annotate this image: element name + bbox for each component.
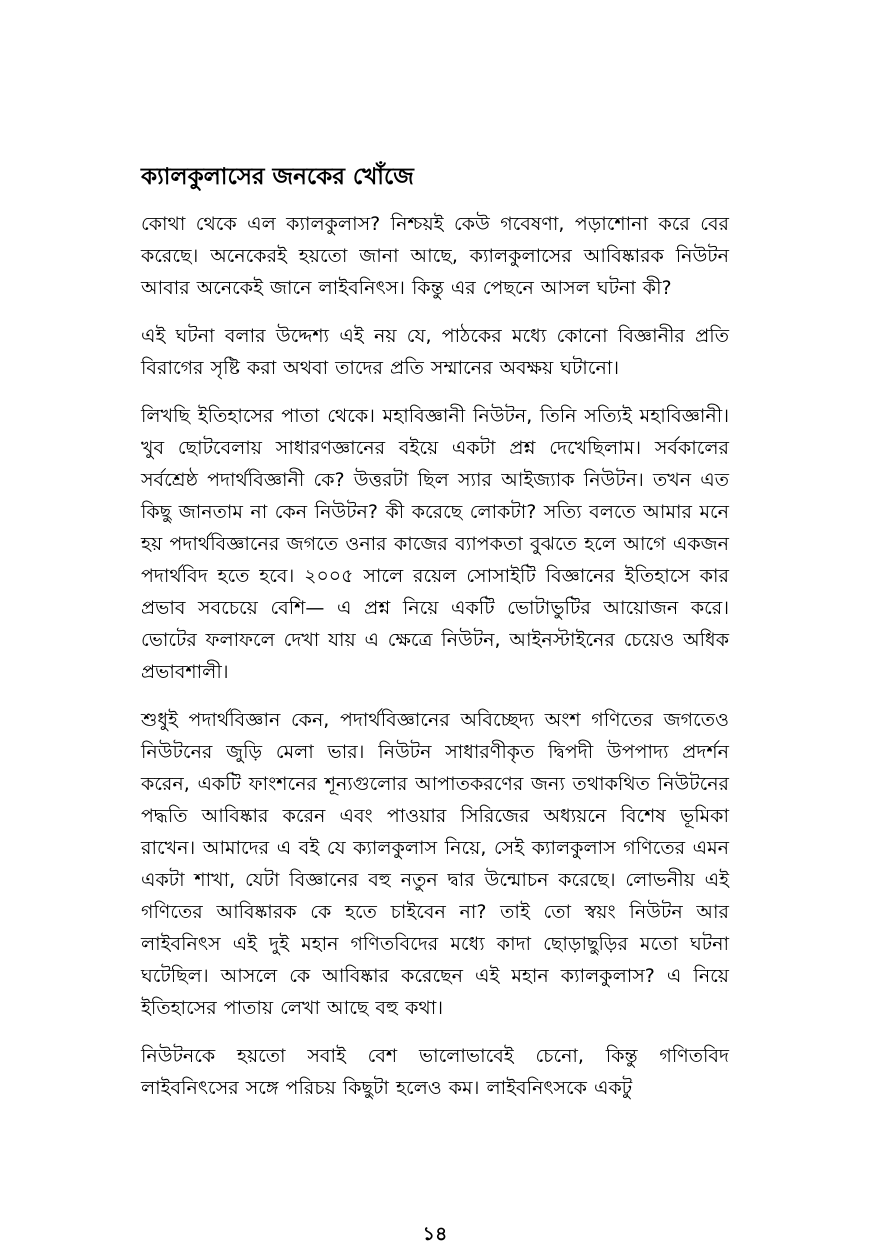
page-number: ১৪ (422, 1223, 448, 1245)
paragraph-2: এই ঘটনা বলার উদ্দেশ্য এই নয় যে, পাঠকের মধ্যে কোনো বিজ্ঞানীর প্রতি বিরাগের সৃষ্টি করা অথবা তাদের প্রতি সম্মানের অবক্ষয় ঘটানো। (141, 325, 729, 379)
page-body (141, 160, 729, 1120)
paragraph-4: শুধুই পদার্থবিজ্ঞান কেন, পদার্থবিজ্ঞানের অবিচ্ছেদ্য অংশ গণিতের জগতেও নিউটনের জুড়ি মেলা ভার। নিউটন সাধারণীকৃত দ্বিপদী উপপাদ্য প্রদর্শন করেন, একটি ফাংশনের শূন্যগুলোর আপাতকরণের জন্য তথাকথিত নিউটনের পদ্ধতি আবিষ্কার করেন এবং পাওয়ার সিরিজের অধ্যয়নে বিশেষ ভূমিকা রাখেন। আমাদের এ বই যে ক্যালকুলাস নিয়ে, সেই ক্যালকুলাস গণিতের এমন একটা শাখা, যেটা বিজ্ঞানের বহু নতুন দ্বার উন্মোচন করেছে। লোভনীয় এই গণিতের আবিষ্কারক কে হতে চাইবেন না? তাই তো স্বয়ং নিউটন আর লাইবনিৎস এই দুই মহান গণিতবিদের মধ্যে কাদা ছোড়াছুড়ির মতো ঘটনা ঘটেছিল। আসলে কে আবিষ্কার করেছেন এই মহান ক্যালকুলাস? এ নিয়ে ইতিহাসের পাতায় লেখা আছে বহু কথা। (141, 709, 729, 1019)
paragraph-5: নিউটনকে হয়তো সবাই বেশ ভালোভাবেই চেনো, কিন্তু গণিতবিদ লাইবনিৎসের সঙ্গে পরিচয় কিছুটা হলেও কম। লাইবনিৎসকে একটু (141, 1045, 729, 1099)
paragraph-1: কোথা থেকে এল ক্যালকুলাস? নিশ্চয়ই কেউ গবেষণা, পড়াশোনা করে বের করেছে। অনেকেরই হয়তো জানা আছে, ক্যালকুলাসের আবিষ্কারক নিউটন আবার অনেকেই জানে লাইবনিৎস। কিন্তু এর পেছনে আসল ঘটনা কী? (141, 213, 729, 299)
paragraph-3: লিখছি ইতিহাসের পাতা থেকে। মহাবিজ্ঞানী নিউটন, তিনি সত্যিই মহাবিজ্ঞানী। খুব ছোটবেলায় সাধারণজ্ঞানের বইয়ে একটা প্রশ্ন দেখেছিলাম। সর্বকালের সর্বশ্রেষ্ঠ পদার্থবিজ্ঞানী কে? উত্তরটা ছিল স্যার আইজ্যাক নিউটন। তখন এত কিছু জানতাম না কেন নিউটন? কী করেছে লোকটা? সত্যি বলতে আমার মনে হয় পদার্থবিজ্ঞানের জগতে ওনার কাজের ব্যাপকতা বুঝতে হলে আগে একজন পদার্থবিদ হতে হবে। ২০০৫ সালে রয়েল সোসাইটি বিজ্ঞানের ইতিহাসে কার প্রভাব সবচেয়ে বেশি— এ প্রশ্ন নিয়ে একটি ভোটাভুটির আয়োজন করে। ভোটের ফলাফলে দেখা যায় এ ক্ষেত্রে নিউটন, আইনস্টাইনের চেয়েও অধিক প্রভাবশালী। (141, 405, 729, 683)
section-heading: ক্যালকুলাসের জনকের খোঁজে (141, 164, 414, 190)
